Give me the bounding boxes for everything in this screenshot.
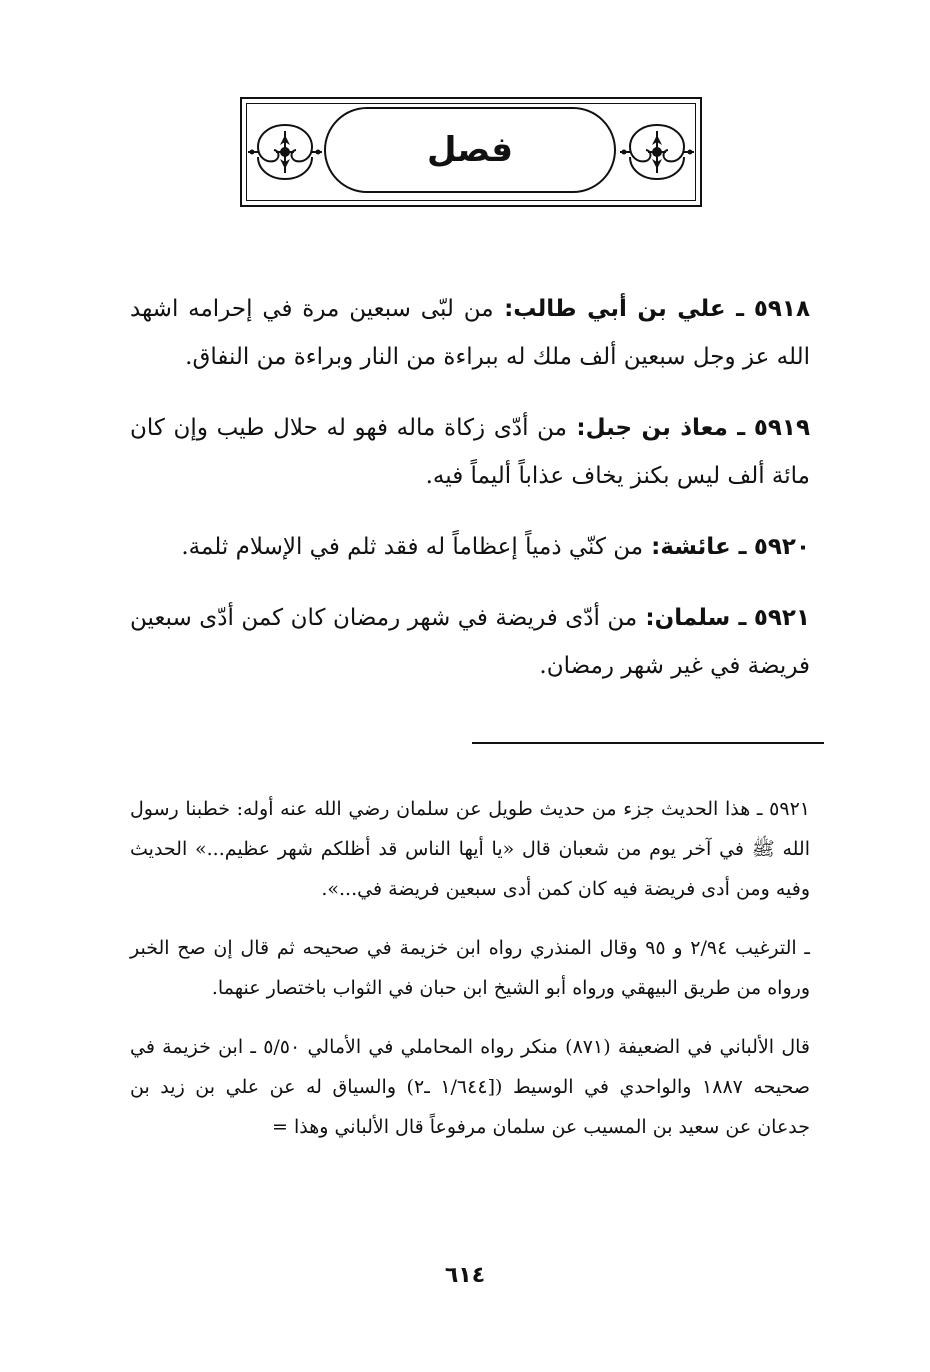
hadith-entry-5920: ٥٩٢٠ ـ عائشة: من كنّي ذمياً إعظاماً له فقد ثلم في الإسلام ثلمة. <box>181 534 810 560</box>
entry-number: ٥٩١٨ <box>753 296 810 322</box>
entry-number: ٥٩٢٠ <box>753 534 810 560</box>
entry-narrator: سلمان <box>654 605 731 631</box>
entry-text: من أدّى فريضة في شهر رمضان كان كمن أدّى سبعين فريضة في غير شهر رمضان. <box>130 605 810 679</box>
title-oval-cartouche <box>324 107 616 193</box>
chapter-title: فصل <box>426 130 514 170</box>
entry-number: ٥٩١٩ <box>753 415 810 441</box>
hadith-entry-5919: ٥٩١٩ ـ معاذ بن جبل: من أدّى زكاة ماله فهو له حلال طيب وإن كان مائة ألف ليس بكنز يخاف عذاباً أليماً فيه. <box>130 415 810 489</box>
left-arabesque-ornament-icon <box>246 117 324 187</box>
entry-text: من لبّى سبعين مرة في إحرامه اشهد الله عز وجل سبعين ألف ملك له ببراءة من النار وبراءة من النفاق. <box>130 296 810 370</box>
footnote-3: قال الألباني في الضعيفة (٨٧١) منكر رواه المحاملي في الأمالي ٥/٥٠ ـ ابن خزيمة في صحيحه ١٨٨٧ والواحدي في الوسيط ([١/٦٤٤ ـ٢) والسياق له عن علي بن زيد بن جدعان عن سعيد بن المسيب عن سلمان مرفوعاً قال الألباني وهذا = <box>130 1036 811 1138</box>
entry-narrator: معاذ بن جبل <box>585 415 728 441</box>
entry-narrator: علي بن أبي طالب <box>513 296 726 322</box>
entry-narrator: عائشة <box>660 534 731 560</box>
chapter-title-frame <box>240 97 702 207</box>
footnote-1: ٥٩٢١ ـ هذا الحديث جزء من حديث طويل عن سلمان رضي الله عنه أوله: خطبنا رسول الله ﷺ في آخر يوم من شعبان قال «يا أيها الناس قد أظلكم شهر عظيم...» الحديث وفيه ومن أدى فريضة فيه كان كمن أدى سبعين فريضة في...». <box>130 798 810 900</box>
entry-text: من كنّي ذمياً إعظاماً له فقد ثلم في الإسلام ثلمة. <box>181 534 644 560</box>
right-arabesque-ornament-icon <box>618 117 696 187</box>
page-number: ٦١٤ <box>444 1263 486 1288</box>
hadith-entry-5918: ٥٩١٨ ـ علي بن أبي طالب: من لبّى سبعين مرة في إحرامه اشهد الله عز وجل سبعين ألف ملك له ببراءة من النار وبراءة من النفاق. <box>130 296 810 370</box>
footnote-2: ـ الترغيب ٢/٩٤ و ٩٥ وقال المنذري رواه ابن خزيمة في صحيحه ثم قال إن صح الخبر ورواه من طريق البيهقي ورواه أبو الشيخ ابن حبان في الثواب باختصار عنهما. <box>130 937 810 999</box>
footnote-divider <box>472 742 824 744</box>
footnotes <box>130 770 810 1159</box>
entry-number: ٥٩٢١ <box>753 605 810 631</box>
hadith-entries <box>130 262 810 700</box>
hadith-entry-5921: ٥٩٢١ ـ سلمان: من أدّى فريضة في شهر رمضان كان كمن أدّى سبعين فريضة في غير شهر رمضان. <box>130 605 810 679</box>
entry-text: من أدّى زكاة ماله فهو له حلال طيب وإن كان مائة ألف ليس بكنز يخاف عذاباً أليماً فيه. <box>130 415 810 489</box>
